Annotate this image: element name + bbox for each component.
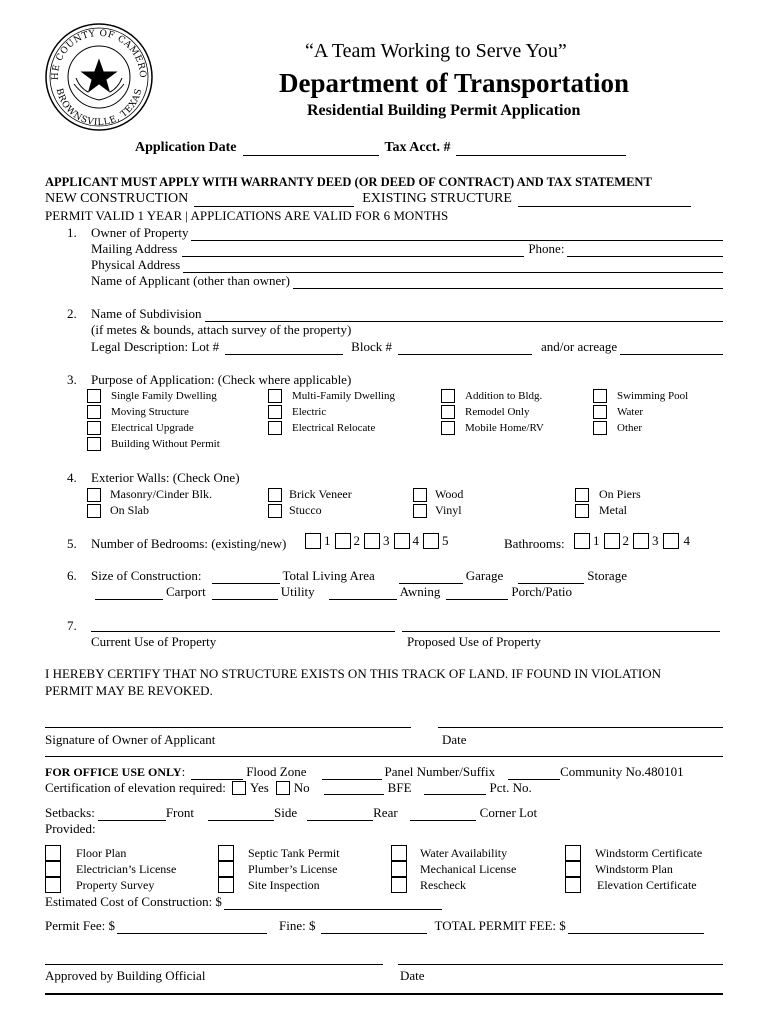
opt-label: Rescheck <box>420 877 466 892</box>
checkbox[interactable] <box>441 405 455 419</box>
rear-field[interactable] <box>307 808 373 821</box>
no-checkbox[interactable] <box>276 781 290 795</box>
setbacks-label: Setbacks: <box>45 805 95 820</box>
bedroom-2-checkbox[interactable] <box>335 533 351 549</box>
opt-label: Multi-Family Dwelling <box>292 390 395 402</box>
lot-label: Legal Description: Lot # <box>91 339 220 354</box>
opt-label: Septic Tank Permit <box>248 845 340 860</box>
checkbox[interactable] <box>391 877 407 893</box>
bedroom-2-label: 2 <box>353 533 360 548</box>
bedroom-5-checkbox[interactable] <box>423 533 439 549</box>
star-icon <box>79 57 119 94</box>
checkbox[interactable] <box>565 861 581 877</box>
opt-label: Electrician’s License <box>76 861 177 876</box>
opt-wood[interactable] <box>413 487 463 502</box>
opt-other[interactable] <box>593 421 642 435</box>
prov-elevation-cert[interactable] <box>565 877 697 893</box>
bathrooms-label: Bathrooms: <box>504 536 565 551</box>
approved-label: Approved by Building Official <box>45 968 206 983</box>
s1-number: 1. <box>67 225 77 240</box>
bedroom-4-label: 4 <box>412 533 419 548</box>
certify-date-field[interactable] <box>438 727 723 728</box>
block-label: Block # <box>351 339 392 354</box>
opt-electrical-upgrade[interactable] <box>87 421 194 435</box>
application-date-field[interactable] <box>243 143 379 156</box>
office-label: FOR OFFICE USE ONLY <box>45 765 182 779</box>
prov-septic[interactable] <box>218 845 340 861</box>
checkbox[interactable] <box>45 845 61 861</box>
seal-bottom-text: BROWNSVILLE, TEXAS <box>53 87 145 129</box>
opt-label: Single Family Dwelling <box>111 390 217 402</box>
opt-label: Electrical Relocate <box>292 422 376 434</box>
community-label: Community No.480101 <box>560 764 684 779</box>
opt-label: Building Without Permit <box>111 438 220 450</box>
exterior-title: Exterior Walls: (Check One) <box>91 470 240 485</box>
pct-label: Pct. No. <box>489 780 532 795</box>
lot-field[interactable] <box>225 342 343 355</box>
estimated-label: Estimated Cost of Construction: $ <box>45 894 222 909</box>
bedroom-5-label: 5 <box>442 533 449 548</box>
bathroom-1-checkbox[interactable] <box>574 533 590 549</box>
bathroom-4-label: 4 <box>683 533 690 548</box>
pct-field[interactable] <box>424 782 486 795</box>
bedroom-3-checkbox[interactable] <box>364 533 380 549</box>
bathroom-2-label: 2 <box>622 533 629 548</box>
opt-vinyl[interactable] <box>413 503 462 518</box>
proposed-use-field[interactable] <box>402 631 720 632</box>
porch-field[interactable] <box>446 587 508 600</box>
checkbox[interactable] <box>268 405 282 419</box>
storage-label: Storage <box>587 568 627 583</box>
living-area-label: Total Living Area <box>282 568 375 583</box>
checkbox[interactable] <box>391 845 407 861</box>
checkbox[interactable] <box>441 389 455 403</box>
s6-number: 6. <box>67 568 77 583</box>
bathroom-3-checkbox[interactable] <box>633 533 649 549</box>
permit-valid-notice: PERMIT VALID 1 YEAR | APPLICATIONS ARE VALID FOR 6 MONTHS <box>45 208 449 223</box>
checkbox[interactable] <box>593 421 607 435</box>
office-colon: : <box>181 764 186 779</box>
prov-rescheck[interactable] <box>391 877 466 893</box>
opt-label: Mechanical License <box>420 861 517 876</box>
cert-elev-label: Certification of elevation required: <box>45 780 226 795</box>
mailing-field[interactable] <box>182 244 524 257</box>
opt-electrical-relocate[interactable] <box>268 421 375 435</box>
opt-label: Property Survey <box>76 877 155 892</box>
opt-label: Remodel Only <box>465 406 530 418</box>
opt-label: Floor Plan <box>76 845 127 860</box>
checkbox[interactable] <box>218 877 234 893</box>
acreage-label: and/or acreage <box>540 339 618 354</box>
opt-addition[interactable] <box>441 389 542 403</box>
opt-label: Masonry/Cinder Blk. <box>110 487 212 501</box>
opt-on-slab[interactable] <box>87 503 149 518</box>
opt-water[interactable] <box>593 405 643 419</box>
tax-acct-field[interactable] <box>456 143 626 156</box>
applicant-label: Name of Applicant (other than owner) <box>91 273 290 288</box>
owner-field[interactable] <box>191 228 723 241</box>
signature-label: Signature of Owner of Applicant <box>45 732 216 747</box>
application-date-label: Application Date <box>135 140 237 155</box>
fine-field[interactable] <box>321 921 427 934</box>
tax-acct-label: Tax Acct. # <box>384 140 451 155</box>
size-label: Size of Construction: <box>91 568 202 583</box>
yes-label: Yes <box>249 780 269 795</box>
prov-water[interactable] <box>391 845 507 861</box>
existing-structure-label: EXISTING STRUCTURE <box>362 191 512 206</box>
opt-label: Vinyl <box>435 503 462 517</box>
yes-checkbox[interactable] <box>232 781 246 795</box>
checkbox[interactable] <box>268 389 282 403</box>
no-label: No <box>293 780 310 795</box>
front-field[interactable] <box>98 808 166 821</box>
department-title: Department of Transportation <box>279 68 629 98</box>
opt-piers[interactable] <box>575 487 641 502</box>
opt-label: Windstorm Plan <box>595 861 673 876</box>
permit-fee-field[interactable] <box>117 921 267 934</box>
bedroom-4-checkbox[interactable] <box>394 533 410 549</box>
prov-site[interactable] <box>218 877 320 893</box>
checkbox[interactable] <box>87 389 101 403</box>
opt-metal[interactable] <box>575 503 627 518</box>
new-construction-label: NEW CONSTRUCTION <box>45 191 189 206</box>
permit-fee-label: Permit Fee: $ <box>45 918 116 933</box>
side-label: Side <box>274 805 298 820</box>
opt-mobile-home[interactable] <box>441 421 544 435</box>
s3-number: 3. <box>67 372 77 387</box>
prov-mechanical[interactable] <box>391 861 516 877</box>
checkbox[interactable] <box>593 389 607 403</box>
existing-structure-field[interactable] <box>518 194 691 207</box>
acreage-field[interactable] <box>620 342 723 355</box>
s2-number: 2. <box>67 306 77 321</box>
opt-electric[interactable] <box>268 405 326 419</box>
bathroom-options <box>574 533 690 549</box>
checkbox[interactable] <box>565 877 581 893</box>
approved-date-field[interactable] <box>398 964 723 965</box>
panel-field[interactable] <box>322 767 382 780</box>
opt-single-family[interactable] <box>87 389 217 403</box>
bfe-label: BFE <box>387 780 412 795</box>
checkbox[interactable] <box>413 488 427 502</box>
new-construction-field[interactable] <box>194 194 354 207</box>
storage-field[interactable] <box>518 571 584 584</box>
bedroom-3-label: 3 <box>383 533 390 548</box>
panel-label: Panel Number/Suffix <box>384 764 496 779</box>
physical-field[interactable] <box>183 260 723 273</box>
checkbox[interactable] <box>575 488 589 502</box>
opt-moving-structure[interactable] <box>87 405 189 419</box>
block-field[interactable] <box>398 342 532 355</box>
signature-field[interactable] <box>45 727 411 728</box>
rear-label: Rear <box>373 805 398 820</box>
awning-label: Awning <box>399 584 441 599</box>
checkbox[interactable] <box>413 504 427 518</box>
prov-electrician[interactable] <box>45 861 176 877</box>
front-label: Front <box>165 805 194 820</box>
opt-label: Brick Veneer <box>289 487 352 501</box>
bathroom-2-checkbox[interactable] <box>604 533 620 549</box>
certify-line2: PERMIT MAY BE REVOKED. <box>45 683 213 698</box>
opt-swimming-pool[interactable] <box>593 389 688 403</box>
checkbox[interactable] <box>87 405 101 419</box>
carport-label: Carport <box>166 584 206 599</box>
applicant-field[interactable] <box>293 276 723 289</box>
current-use-label: Current Use of Property <box>91 634 217 649</box>
checkbox[interactable] <box>593 405 607 419</box>
checkbox[interactable] <box>87 437 101 451</box>
checkbox[interactable] <box>218 845 234 861</box>
bedroom-options <box>305 533 449 549</box>
carport-field[interactable] <box>95 587 163 600</box>
corner-label: Corner Lot <box>479 805 538 820</box>
metes-note: (if metes & bounds, attach survey of the property) <box>91 322 352 337</box>
checkbox[interactable] <box>391 861 407 877</box>
phone-field[interactable] <box>567 244 723 257</box>
checkbox[interactable] <box>45 861 61 877</box>
motto: “A Team Working to Serve You” <box>305 40 567 62</box>
checkbox[interactable] <box>268 504 282 518</box>
corner-field[interactable] <box>410 808 476 821</box>
form-title: Residential Building Permit Application <box>307 102 581 119</box>
opt-label: Plumber’s License <box>248 861 338 876</box>
opt-label: Wood <box>435 487 464 501</box>
checkbox[interactable] <box>268 488 282 502</box>
bedrooms-label: Number of Bedrooms: (existing/new) <box>91 536 287 551</box>
purpose-title: Purpose of Application: (Check where applicable) <box>91 372 352 387</box>
opt-label: Addition to Bldg. <box>465 390 543 402</box>
opt-without-permit[interactable] <box>87 437 220 451</box>
certify-line1: I HEREBY CERTIFY THAT NO STRUCTURE EXISTS ON THIS TRACK OF LAND. IF FOUND IN VIOLATION <box>45 666 662 681</box>
opt-label: Metal <box>599 503 627 517</box>
s4-number: 4. <box>67 470 77 485</box>
s7-number: 7. <box>67 618 77 633</box>
bathroom-4-checkbox[interactable] <box>663 533 679 549</box>
bathroom-3-label: 3 <box>652 533 659 548</box>
phone-label: Phone: <box>528 241 565 256</box>
opt-label: Elevation Certificate <box>597 877 697 892</box>
bfe-field[interactable] <box>324 782 384 795</box>
utility-label: Utility <box>280 584 315 599</box>
s5-number: 5. <box>67 536 77 551</box>
opt-label: Other <box>617 422 643 434</box>
current-use-field[interactable] <box>91 631 395 632</box>
warranty-notice: APPLICANT MUST APPLY WITH WARRANTY DEED (OR DEED OF CONTRACT) AND TAX STATEMENT <box>45 175 652 189</box>
county-seal <box>44 22 154 132</box>
opt-label: On Slab <box>110 503 149 517</box>
checkbox[interactable] <box>218 861 234 877</box>
physical-label: Physical Address <box>91 257 181 272</box>
office-divider <box>45 756 723 757</box>
subdivision-field[interactable] <box>205 309 724 322</box>
flood-label: Flood Zone <box>246 764 307 779</box>
opt-brick[interactable] <box>268 487 352 502</box>
porch-label: Porch/Patio <box>511 584 573 599</box>
prov-survey[interactable] <box>45 877 154 893</box>
opt-label: Windstorm Certificate <box>595 845 703 860</box>
bedroom-1-label: 1 <box>324 533 331 548</box>
side-field[interactable] <box>208 808 274 821</box>
certify-date-label: Date <box>442 732 467 747</box>
prov-plumber[interactable] <box>218 861 337 877</box>
mailing-label: Mailing Address <box>91 241 178 256</box>
bottom-rule <box>45 993 723 995</box>
provided-label: Provided: <box>45 821 96 836</box>
seal-top-text: HE COUNTY OF CAMERO <box>50 28 148 81</box>
total-fee-field[interactable] <box>568 921 704 934</box>
opt-label: Electrical Upgrade <box>111 422 194 434</box>
opt-label: Water <box>617 406 643 418</box>
prov-windstorm-plan[interactable] <box>565 861 673 877</box>
opt-label: Moving Structure <box>111 406 189 418</box>
proposed-use-label: Proposed Use of Property <box>407 634 541 649</box>
checkbox[interactable] <box>575 504 589 518</box>
bedroom-1-checkbox[interactable] <box>305 533 321 549</box>
checkbox[interactable] <box>45 877 61 893</box>
bathroom-1-label: 1 <box>593 533 600 548</box>
approved-date-label: Date <box>400 968 425 983</box>
fine-label: Fine: $ <box>279 918 316 933</box>
opt-multi-family[interactable] <box>268 389 395 403</box>
opt-label: Mobile Home/RV <box>465 422 544 434</box>
opt-remodel[interactable] <box>441 405 529 419</box>
garage-label: Garage <box>465 568 504 583</box>
opt-label: Swimming Pool <box>617 390 689 402</box>
checkbox[interactable] <box>87 504 101 518</box>
checkbox[interactable] <box>441 421 455 435</box>
prov-windstorm-cert[interactable] <box>565 845 702 861</box>
prov-floor-plan[interactable] <box>45 845 126 861</box>
flood-field[interactable] <box>191 767 243 780</box>
opt-label: Stucco <box>289 503 322 517</box>
living-area-field[interactable] <box>212 571 280 584</box>
opt-masonry[interactable] <box>87 487 212 502</box>
garage-field[interactable] <box>399 571 463 584</box>
opt-label: Water Availability <box>420 845 508 860</box>
approved-field[interactable] <box>45 964 383 965</box>
opt-label: On Piers <box>599 487 641 501</box>
estimated-field[interactable] <box>224 897 442 910</box>
owner-label: Owner of Property <box>91 225 189 240</box>
checkbox[interactable] <box>87 488 101 502</box>
utility-field[interactable] <box>212 587 278 600</box>
opt-label: Site Inspection <box>248 877 320 892</box>
awning-field[interactable] <box>329 587 397 600</box>
checkbox[interactable] <box>565 845 581 861</box>
subdivision-label: Name of Subdivision <box>91 306 202 321</box>
community-field[interactable] <box>508 767 560 780</box>
checkbox[interactable] <box>87 421 101 435</box>
opt-stucco[interactable] <box>268 503 322 518</box>
checkbox[interactable] <box>268 421 282 435</box>
opt-label: Electric <box>292 406 327 418</box>
total-fee-label: TOTAL PERMIT FEE: $ <box>434 918 566 933</box>
